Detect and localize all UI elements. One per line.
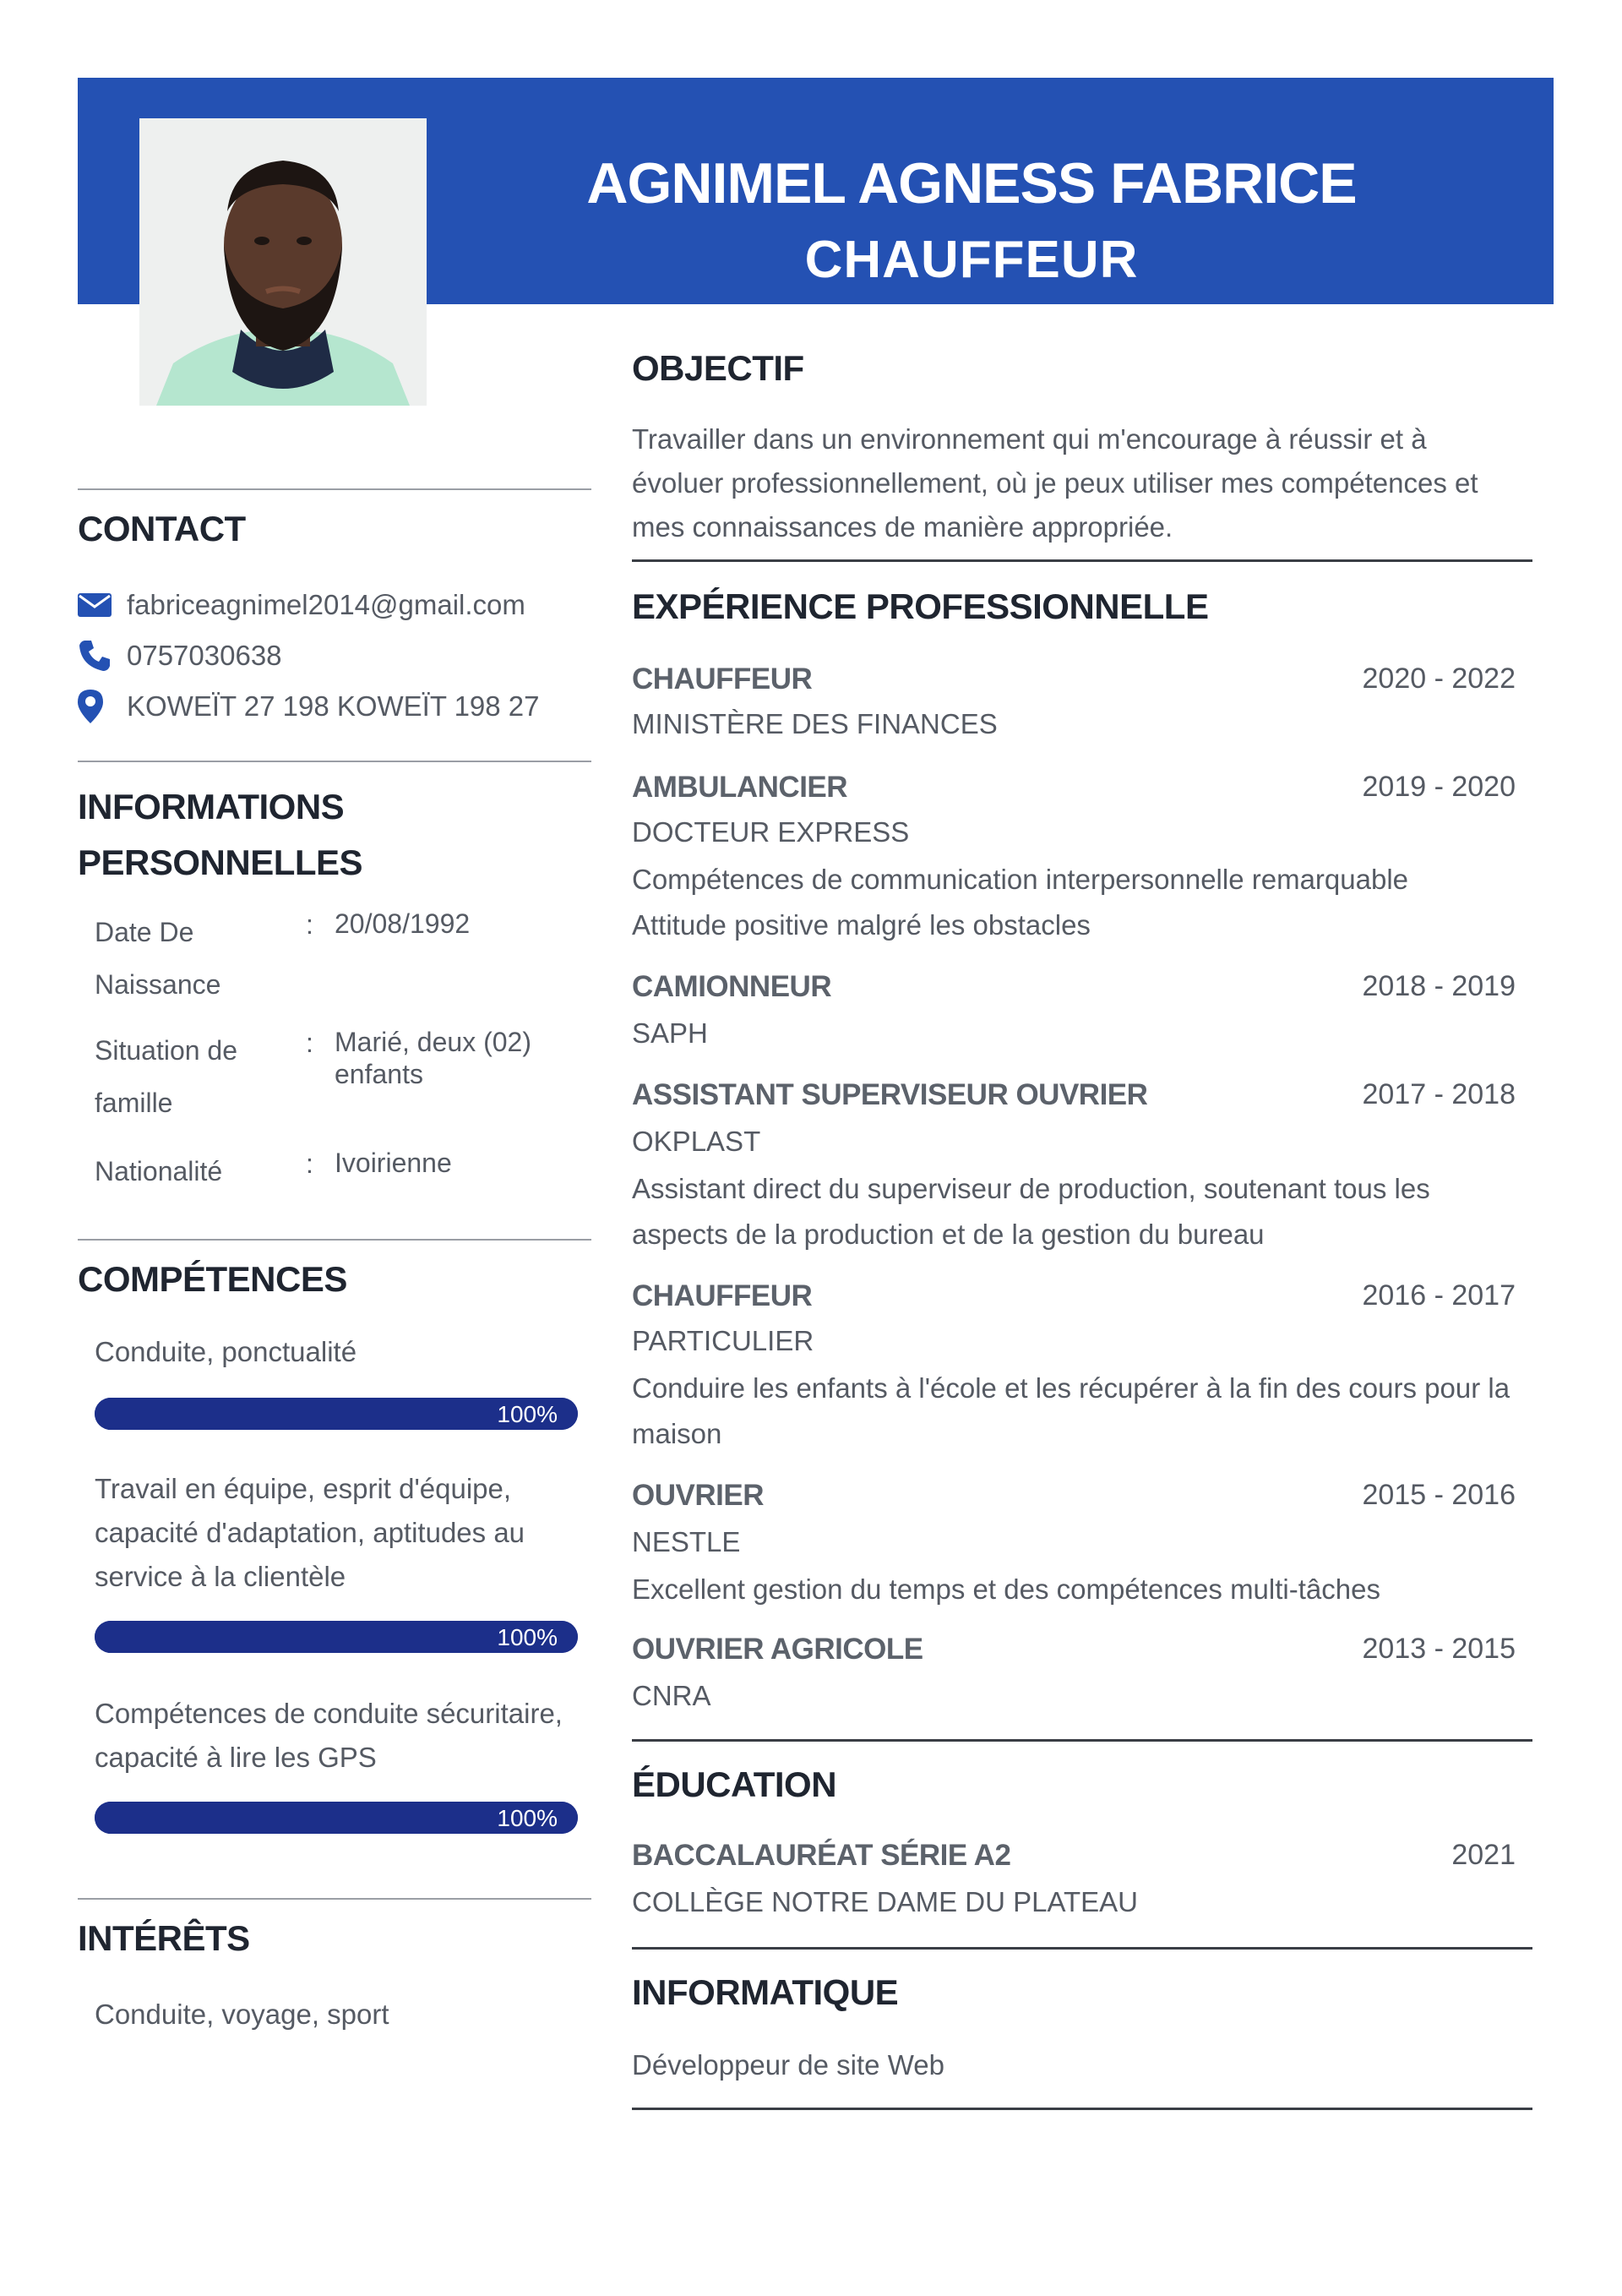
skill-1-progress-bar <box>95 1398 578 1430</box>
birthdate-value: 20/08/1992 <box>335 908 471 939</box>
job-description <box>632 1166 1536 1257</box>
job-title: AMBULANCIER <box>632 771 848 804</box>
objective-text-line-2: évoluer professionnellement, où je peux utiliser mes compétences et <box>632 467 1478 499</box>
birthdate-label-line-2: Naissance <box>95 969 221 1000</box>
job-organization: MINISTÈRE DES FINANCES <box>632 708 998 739</box>
objective-title: OBJECTIF <box>632 348 804 388</box>
divider <box>78 1898 591 1900</box>
skill-3-text-line-1: Compétences de conduite sécuritaire, <box>95 1698 563 1729</box>
job-dates: 2019 - 2020 <box>1362 771 1516 803</box>
it-title: INFORMATIQUE <box>632 1972 899 2012</box>
envelope-icon <box>78 588 115 622</box>
contact-email[interactable]: fabriceagnimel2014@gmail.com <box>127 589 525 620</box>
marital-status-value <box>335 1026 588 1090</box>
divider <box>78 488 591 490</box>
marital-status-label <box>95 1024 306 1129</box>
job-organization: CNRA <box>632 1680 711 1711</box>
marital-status-value-line-1: Marié, deux (02) <box>335 1027 531 1057</box>
contact-address: KOWEÏT 27 198 KOWEÏT 198 27 <box>127 690 540 722</box>
experience-title: EXPÉRIENCE PROFESSIONNELLE <box>632 586 1209 626</box>
job-organization: SAPH <box>632 1017 708 1049</box>
job-description-line-2: aspects de la production et de la gestion du bureau <box>632 1219 1265 1250</box>
nationality-value: Ivoirienne <box>335 1148 452 1178</box>
skill-3-progress-bar <box>95 1802 578 1834</box>
job-description <box>632 857 1536 948</box>
contact-address-row <box>78 690 540 723</box>
job-title: CAMIONNEUR <box>632 970 832 1003</box>
separator-colon: : <box>306 909 313 940</box>
skill-3-progress-label: 100% <box>497 1805 558 1831</box>
skill-2-progress-label: 100% <box>497 1624 558 1650</box>
contact-phone-row[interactable] <box>78 639 282 673</box>
objective-text-line-3: mes connaissances de manière appropriée. <box>632 511 1173 543</box>
personal-info-title-line-1: INFORMATIONS <box>78 787 345 826</box>
divider <box>78 761 591 762</box>
location-pin-icon <box>78 690 115 723</box>
job-dates: 2015 - 2016 <box>1362 1479 1516 1511</box>
job-dates: 2016 - 2017 <box>1362 1279 1516 1312</box>
contact-phone[interactable]: 0757030638 <box>127 640 282 671</box>
contact-title: CONTACT <box>78 509 246 548</box>
birthdate-label <box>95 906 306 1011</box>
job-title: OUVRIER AGRICOLE <box>632 1633 923 1666</box>
interests-title: INTÉRÊTS <box>78 1918 250 1958</box>
candidate-name: AGNIMEL AGNESS FABRICE <box>586 151 1357 215</box>
marital-status-label-line-2: famille <box>95 1088 173 1118</box>
marital-status-value-line-2: enfants <box>335 1059 423 1089</box>
job-title: OUVRIER <box>632 1479 764 1512</box>
personal-info-title <box>78 779 362 891</box>
candidate-job-title: CHAUFFEUR <box>804 231 1139 289</box>
job-description <box>632 1567 1536 1612</box>
objective-text-line-1: Travailler dans un environnement qui m'encourage à réussir et à <box>632 423 1427 455</box>
contact-email-row[interactable] <box>78 588 525 622</box>
job-dates: 2020 - 2022 <box>1362 663 1516 695</box>
it-text: Développeur de site Web <box>632 2049 944 2081</box>
skill-3-text <box>95 1692 563 1780</box>
skill-2-progress-bar <box>95 1621 578 1653</box>
divider <box>632 559 1532 562</box>
job-dates: 2013 - 2015 <box>1362 1633 1516 1665</box>
job-title: CHAUFFEUR <box>632 1279 813 1312</box>
job-description-line-2: maison <box>632 1418 722 1449</box>
job-description <box>632 1366 1536 1457</box>
job-description-line-1: Compétences de communication interpersonnelle remarquable <box>632 864 1409 895</box>
divider <box>78 1239 591 1241</box>
job-dates: 2018 - 2019 <box>1362 970 1516 1002</box>
skill-2-text-line-2: capacité d'adaptation, aptitudes au <box>95 1517 525 1548</box>
skill-2-text <box>95 1467 525 1599</box>
skill-3-text-line-2: capacité à lire les GPS <box>95 1742 377 1773</box>
objective-text <box>632 417 1478 549</box>
interests-text: Conduite, voyage, sport <box>95 1999 389 2030</box>
education-year: 2021 <box>1451 1839 1516 1871</box>
profile-photo-illustration <box>139 118 427 406</box>
education-school: COLLÈGE NOTRE DAME DU PLATEAU <box>632 1886 1139 1917</box>
skill-2-text-line-3: service à la clientèle <box>95 1561 346 1592</box>
job-organization: OKPLAST <box>632 1126 761 1157</box>
skill-2-text-line-1: Travail en équipe, esprit d'équipe, <box>95 1473 512 1504</box>
divider <box>632 2108 1532 2110</box>
birthdate-label-line-1: Date De <box>95 917 194 947</box>
separator-colon: : <box>306 1148 313 1179</box>
skills-title: COMPÉTENCES <box>78 1259 347 1299</box>
job-organization: DOCTEUR EXPRESS <box>632 816 910 848</box>
personal-info-title-line-2: PERSONNELLES <box>78 843 363 882</box>
skill-1-progress-label: 100% <box>497 1401 558 1427</box>
job-description-line-2: Attitude positive malgré les obstacles <box>632 909 1091 941</box>
profile-photo <box>139 118 427 406</box>
marital-status-label-line-1: Situation de <box>95 1035 238 1066</box>
job-title: ASSISTANT SUPERVISEUR OUVRIER <box>632 1078 1148 1111</box>
divider <box>632 1739 1532 1742</box>
job-title: CHAUFFEUR <box>632 663 813 695</box>
job-description-line-1: Assistant direct du superviseur de production, soutenant tous les <box>632 1173 1430 1204</box>
separator-colon: : <box>306 1028 313 1058</box>
job-description-line-1: Conduire les enfants à l'école et les récupérer à la fin des cours pour la <box>632 1372 1510 1404</box>
skill-1-text: Conduite, ponctualité <box>95 1336 357 1367</box>
phone-icon <box>78 639 115 673</box>
divider <box>632 1947 1532 1950</box>
job-organization: NESTLE <box>632 1526 741 1557</box>
job-dates: 2017 - 2018 <box>1362 1078 1516 1110</box>
nationality-label: Nationalité <box>95 1156 223 1186</box>
education-degree: BACCALAURÉAT SÉRIE A2 <box>632 1839 1011 1872</box>
job-description-line-1: Excellent gestion du temps et des compétences multi-tâches <box>632 1573 1380 1605</box>
job-organization: PARTICULIER <box>632 1325 814 1356</box>
education-title: ÉDUCATION <box>632 1764 837 1804</box>
